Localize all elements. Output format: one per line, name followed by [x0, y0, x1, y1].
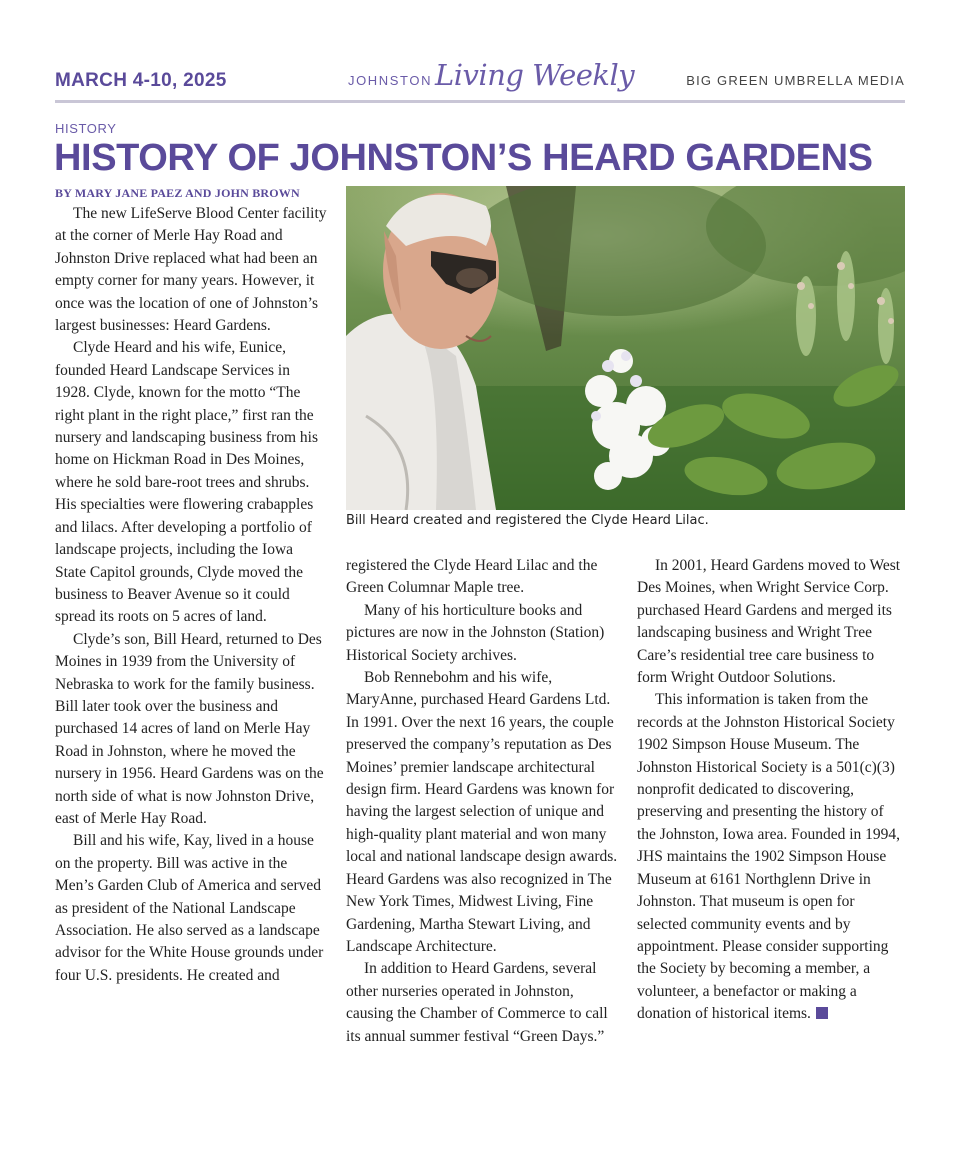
masthead-city: JOHNSTON — [348, 73, 433, 88]
masthead-logo — [348, 58, 635, 102]
paragraph: In 2001, Heard Gardens moved to West Des Moines, when Wright Service Corp. purchased Heard Gardens and merged its landscaping business and Wright Tree Care’s residential tree care business to form Wright Outdoor Solutions. — [637, 557, 901, 687]
paragraph: Clyde’s son, Bill Heard, returned to Des Moines in 1939 from the University of Nebraska to work for the family business. Bill later took over the business and purchased 14 acres of land on Merle Hay Road in Johnston, where he moved the nursery in 1956. Heard Gardens was on the north side of what is now Johnston Drive, east of Merle Hay Road. — [55, 630, 324, 827]
article-column-2 — [346, 555, 618, 1048]
paragraph: Clyde Heard and his wife, Eunice, founded Heard Landscape Services in 1928. Clyde, known for the motto “The right plant in the right place,” first ran the nursery and landscaping business from his home on Hickman Road in Des Moines, where he sold bare-root trees and shrubs. His specialties were flowering crabapples and lilacs. After developing a portfolio of landscape projects, including the Iowa State Capitol grounds, Clyde moved the business to Beaver Avenue so it could spread its roots on 5 acres of land. — [55, 339, 319, 626]
article-photo — [346, 186, 905, 510]
paragraph — [637, 689, 905, 1025]
section-label: HISTORY — [55, 121, 117, 136]
publisher-name: BIG GREEN UMBRELLA MEDIA — [686, 73, 905, 88]
paragraph: Bob Rennebohm and his wife, MaryAnne, purchased Heard Gardens Ltd. In 1991. Over the next 16 years, the couple preserved the company’s reputation as Des Moines’ premier landscape architectural design firm. Heard Gardens was known for having the largest selection of unique and high-quality plant material and won many local and national landscape design awards. Heard Gardens was also recognized in The New York Times, Midwest Living, Fine Gardening, Martha Stewart Living, and Landscape Architecture. — [346, 669, 618, 955]
photo-caption: Bill Heard created and registered the Clyde Heard Lilac. — [346, 513, 709, 528]
paragraph: In addition to Heard Gardens, several other nurseries operated in Johnston, causing the Chamber of Commerce to call its annual summer festival “Green Days.” — [346, 960, 608, 1045]
article-byline: BY MARY JANE PAEZ AND JOHN BROWN — [55, 186, 300, 200]
issue-date: MARCH 4-10, 2025 — [55, 70, 227, 91]
article-column-3 — [637, 555, 905, 1026]
paragraph: registered the Clyde Heard Lilac and the Green Columnar Maple tree. — [346, 557, 598, 597]
end-of-article-mark — [816, 1007, 828, 1019]
paragraph: Bill and his wife, Kay, lived in a house on the property. Bill was active in the Men’s Garden Club of America and served as president of the National Landscape Association. He also served as a landscape advisor for the White House grounds under four U.S. presidents. He created and — [55, 832, 324, 984]
article-headline: HISTORY OF JOHNSTON’S HEARD GARDENS — [54, 137, 873, 179]
paragraph: Many of his horticulture books and pictures are now in the Johnston (Station) Historical Society archives. — [346, 601, 605, 664]
page-header — [55, 58, 905, 102]
paragraph-text: This information is taken from the records at the Johnston Historical Society 1902 Simpson House Museum. The Johnston Historical Society is a 501(c)(3) nonprofit dedicated to discovering, preserving and presenting the history of the Johnston, Iowa area. Founded in 1994, JHS maintains the 1902 Simpson House Museum at 6161 Northglenn Drive in Johnston. That museum is open for selected community events and by appointment. Please consider supporting the Society by becoming a member, a volunteer, a benefactor or making a donation of historical items. — [637, 691, 901, 1023]
paragraph: The new LifeServe Blood Center facility at the corner of Merle Hay Road and Johnston Drive replaced what had been an empty corner for many years. However, it once was the location of one of Johnston’s largest businesses: Heard Gardens. — [55, 205, 327, 335]
masthead-script: Living Weekly — [435, 58, 635, 92]
article-column-1 — [55, 203, 327, 987]
header-divider — [55, 100, 905, 103]
